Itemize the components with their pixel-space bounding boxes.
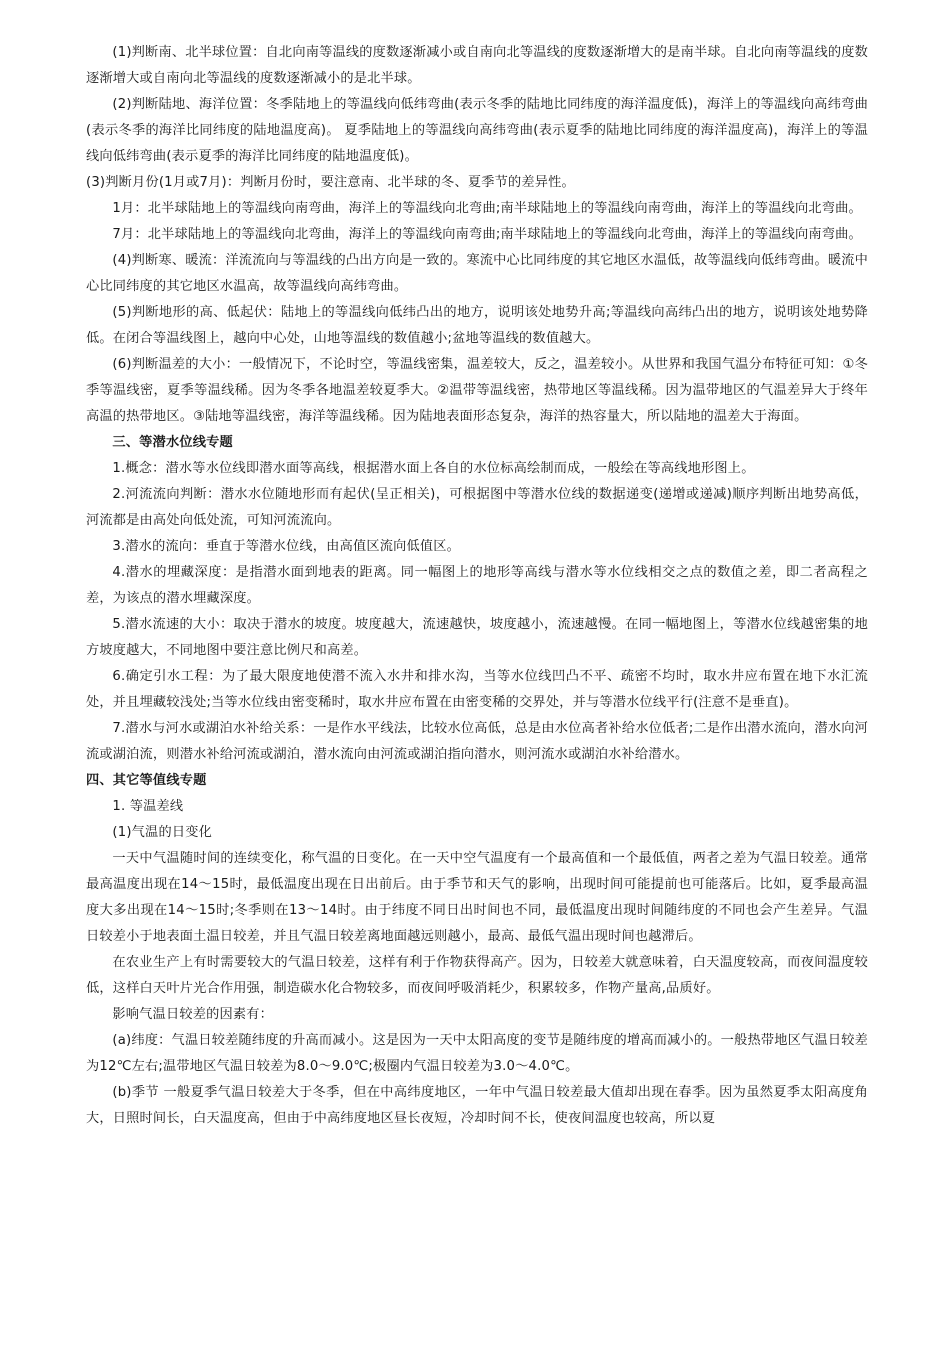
paragraph-flow-speed: 5.潜水流速的大小：取决于潜水的坡度。坡度越大，流速越快，坡度越小，流速越慢。在同一幅地图上，等潜水位线越密集的地方坡度越大，不同地图中要注意比例尺和高差。 [86,617,868,658]
paragraph-terrain: (5)判断地形的高、低起伏：陆地上的等温线向低纬凸出的地方，说明该处地势升高;等温线向高纬凸出的地方，说明该处地势降低。在闭合等温线图上，越向中心处，山地等温线的数值越小;盆地等温线的数值越大。 [86,305,868,346]
paragraph-latitude: (a)纬度：气温日较差随纬度的升高而减小。这是因为一天中太阳高度的变节是随纬度的增高而减小的。一般热带地区气温日较差为12℃左右;温带地区气温日较差为8.0～9.0℃;极圈内气温日较差为3.0～4.0℃。 [86,1033,868,1074]
paragraph-currents: (4)判断寒、暖流：洋流流向与等温线的凸出方向是一致的。寒流中心比同纬度的其它地区水温低，故等温线向低纬弯曲。暖流中心比同纬度的其它地区水温高，故等温线向高纬弯曲。 [86,253,868,294]
paragraph-water-works: 6.确定引水工程：为了最大限度地使潜不流入水井和排水沟，当等水位线凹凸不平、疏密不均时，取水井应布置在地下水汇流处，并且埋藏较浅处;当等水位线由密变稀时，取水井应布置在由密变稀的交界处，并与等潜水位线平行(注意不是垂直)。 [86,669,868,710]
paragraph-groundwater-flow: 3.潜水的流向：垂直于等潜水位线，由高值区流向低值区。 [112,539,461,554]
paragraph-land-sea: (2)判断陆地、海洋位置：冬季陆地上的等温线向低纬弯曲(表示冬季的陆地比同纬度的海洋温度低)，海洋上的等温线向高纬弯曲(表示冬季的海洋比同纬度的陆地温度高)。 夏季陆地上的等温线向高纬弯曲(表示夏季的陆地比同纬度的海洋温度高)，海洋上的等温线向低纬弯曲(表示夏季的海洋比同纬度的陆地温度低)。 [86,97,868,164]
subheading-temp-diff: 1. 等温差线 [112,799,184,814]
paragraph-july: 7月：北半球陆地上的等温线向北弯曲，海洋上的等温线向南弯曲;南半球陆地上的等温线向北弯曲，海洋上的等温线向南弯曲。 [112,227,862,242]
paragraph-factors-intro: 影响气温日较差的因素有： [112,1007,274,1022]
paragraph-river-flow: 2.河流流向判断：潜水水位随地形而有起伏(呈正相关)，可根据图中等潜水位线的数据递变(递增或递减)顺序判断出地势高低，河流都是由高处向低处流，可知河流流向。 [86,487,868,528]
paragraph-month: (3)判断月份(1月或7月)：判断月份时，要注意南、北半球的冬、夏季节的差异性。 [86,175,575,190]
paragraph-daily-variation: 一天中气温随时间的连续变化，称气温的日变化。在一天中空气温度有一个最高值和一个最低值，两者之差为气温日较差。通常最高温度出现在14～15时，最低温度出现在日出前后。由于季节和天气的影响，出现时间可能提前也可能落后。比如，夏季最高温度大多出现在14～15时;冬季则在13～14时。由于纬度不同日出时间也不同，最低温度出现时间随纬度的不同也会产生差异。气温日较差小于地表面土温日较差，并且气温日较差离地面越远则越小，最高、最低气温出现时间也越滞后。 [86,851,868,944]
paragraph-season: (b)季节 一般夏季气温日较差大于冬季，但在中高纬度地区，一年中气温日较差最大值却出现在春季。因为虽然夏季太阳高度角大，日照时间长，白天温度高，但由于中高纬度地区昼长夜短，冷却时间不长，使夜间温度也较高，所以夏 [86,1085,868,1126]
paragraph-hemisphere: (1)判断南、北半球位置：自北向南等温线的度数逐渐减小或自南向北等温线的度数逐渐增大的是南半球。自北向南等温线的度数逐渐增大或自南向北等温线的度数逐渐减小的是北半球。 [86,45,868,86]
paragraph-agriculture: 在农业生产上有时需要较大的气温日较差，这样有利于作物获得高产。因为，日较差大就意味着，白天温度较高，而夜间温度较低，这样白天叶片光合作用强，制造碳水化合物较多，而夜间呼吸消耗少，积累较多，作物产量高,品质好。 [86,955,868,996]
paragraph-recharge: 7.潜水与河水或湖泊水补给关系：一是作水平线法，比较水位高低，总是由水位高者补给水位低者;二是作出潜水流向，潜水向河流或湖泊流，则潜水补给河流或湖泊，潜水流向由河流或湖泊指向潜水，则河流水或湖泊水补给潜水。 [86,721,868,762]
subheading-daily-change: (1)气温的日变化 [112,825,212,840]
paragraph-temp-range: (6)判断温差的大小：一般情况下，不论时空，等温线密集，温差较大，反之，温差较小。从世界和我国气温分布特征可知：①冬季等温线密，夏季等温线稀。因为冬季各地温差较夏季大。②温带等温线密，热带地区等温线稀。因为温带地区的气温差异大于终年高温的热带地区。③陆地等温线密，海洋等温线稀。因为陆地表面形态复杂，海洋的热容量大，所以陆地的温差大于海面。 [86,357,868,424]
document-page [86,40,868,1132]
paragraph-burial-depth: 4.潜水的埋藏深度：是指潜水面到地表的距离。同一幅图上的地形等高线与潜水等水位线相交之点的数值之差，即二者高程之差，为该点的潜水埋藏深度。 [86,565,868,606]
section-heading-other: 四、其它等值线专题 [86,773,207,788]
paragraph-concept: 1.概念：潜水等水位线即潜水面等高线，根据潜水面上各自的水位标高绘制而成，一般绘在等高线地形图上。 [112,461,755,476]
paragraph-january: 1月：北半球陆地上的等温线向南弯曲，海洋上的等温线向北弯曲;南半球陆地上的等温线向南弯曲，海洋上的等温线向北弯曲。 [112,201,862,216]
section-heading-groundwater: 三、等潜水位线专题 [112,435,233,450]
